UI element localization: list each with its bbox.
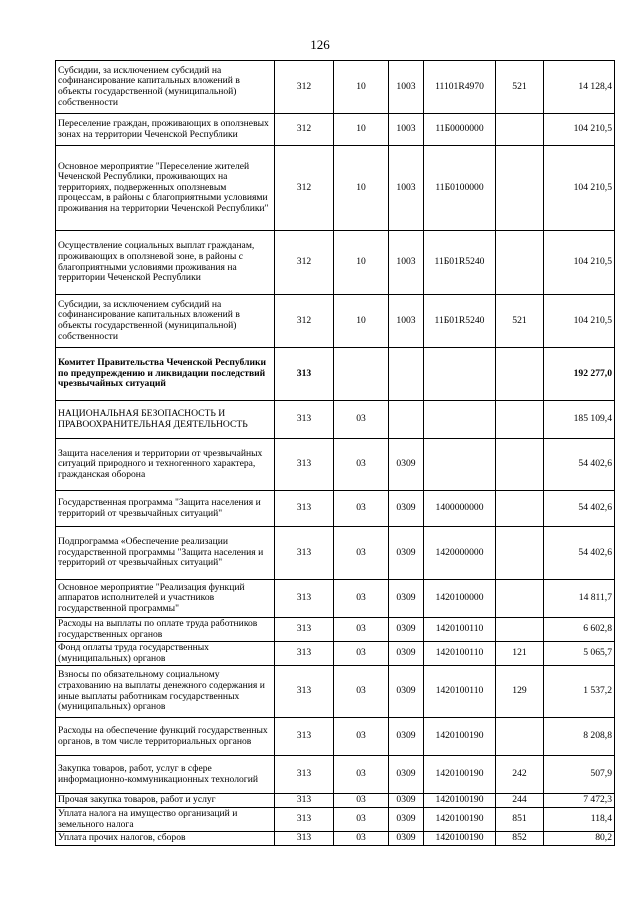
subsection-code-cell: 0309 xyxy=(389,618,424,642)
target-article-cell: 1420100110 xyxy=(424,618,496,642)
ministry-code-cell: 313 xyxy=(275,794,334,808)
amount-cell: 1 537,2 xyxy=(544,666,615,718)
ministry-code-cell: 313 xyxy=(275,401,334,439)
table-row xyxy=(56,295,615,348)
section-code-cell: 10 xyxy=(334,231,389,295)
table-row xyxy=(56,718,615,756)
section-code-cell: 03 xyxy=(334,808,389,832)
ministry-code-cell: 312 xyxy=(275,146,334,231)
section-code-cell: 03 xyxy=(334,401,389,439)
ministry-code-cell: 312 xyxy=(275,231,334,295)
amount-cell: 6 602,8 xyxy=(544,618,615,642)
target-article-cell xyxy=(424,401,496,439)
ministry-code-cell: 313 xyxy=(275,718,334,756)
row-name-cell: Субсидии, за исключением субсидий на софинансирование капитальных вложений в объекты государственной (муниципальной) собственности xyxy=(56,295,275,348)
row-name-cell: Расходы на обеспечение функций государственных органов, в том числе территориальных органов xyxy=(56,718,275,756)
section-code-cell: 03 xyxy=(334,618,389,642)
row-name-cell: Комитет Правительства Чеченской Республики по предупреждению и ликвидации последствий чрезвычайных ситуаций xyxy=(56,348,275,401)
section-code-cell: 03 xyxy=(334,580,389,618)
row-name-cell: Основное мероприятие "Реализация функций аппаратов исполнителей и участников государственной программы" xyxy=(56,580,275,618)
ministry-code-cell: 313 xyxy=(275,618,334,642)
section-code-cell: 03 xyxy=(334,491,389,527)
row-name-cell: Защита населения и территории от чрезвычайных ситуаций природного и техногенного характера, гражданская оборона xyxy=(56,439,275,491)
section-code-cell: 10 xyxy=(334,61,389,114)
row-name-cell: Уплата прочих налогов, сборов xyxy=(56,832,275,846)
table-row xyxy=(56,439,615,491)
table-row xyxy=(56,231,615,295)
expense-type-cell xyxy=(496,439,544,491)
table-row xyxy=(56,794,615,808)
ministry-code-cell: 313 xyxy=(275,348,334,401)
section-code-cell: 03 xyxy=(334,718,389,756)
target-article-cell: 11Б0000000 xyxy=(424,114,496,146)
ministry-code-cell: 313 xyxy=(275,439,334,491)
ministry-code-cell: 313 xyxy=(275,832,334,846)
table-row xyxy=(56,401,615,439)
target-article-cell: 11Б0100000 xyxy=(424,146,496,231)
row-name-cell: Переселение граждан, проживающих в оползневых зонах на территории Чеченской Республики xyxy=(56,114,275,146)
ministry-code-cell: 313 xyxy=(275,756,334,794)
expense-type-cell xyxy=(496,401,544,439)
target-article-cell: 11Б01R5240 xyxy=(424,231,496,295)
table-row xyxy=(56,666,615,718)
table-row xyxy=(56,808,615,832)
row-name-cell: Фонд оплаты труда государственных (муниципальных) органов xyxy=(56,642,275,666)
table-row xyxy=(56,642,615,666)
amount-cell: 104 210,5 xyxy=(544,146,615,231)
table-row xyxy=(56,580,615,618)
expense-type-cell: 121 xyxy=(496,642,544,666)
table-row xyxy=(56,527,615,580)
table-row xyxy=(56,348,615,401)
row-name-cell: Закупка товаров, работ, услуг в сфере информационно-коммуникационных технологий xyxy=(56,756,275,794)
target-article-cell: 1420100000 xyxy=(424,580,496,618)
expense-type-cell xyxy=(496,146,544,231)
expense-type-cell xyxy=(496,491,544,527)
section-code-cell: 03 xyxy=(334,794,389,808)
ministry-code-cell: 312 xyxy=(275,61,334,114)
table-row xyxy=(56,756,615,794)
table-row xyxy=(56,832,615,846)
table-row xyxy=(56,146,615,231)
amount-cell: 185 109,4 xyxy=(544,401,615,439)
expense-type-cell xyxy=(496,618,544,642)
target-article-cell: 1420100110 xyxy=(424,642,496,666)
expense-type-cell: 244 xyxy=(496,794,544,808)
row-name-cell: Взносы по обязательному социальному страхованию на выплаты денежного содержания и иные выплаты работникам государственных (муниципальных) органов xyxy=(56,666,275,718)
subsection-code-cell xyxy=(389,401,424,439)
target-article-cell: 11101R4970 xyxy=(424,61,496,114)
target-article-cell: 1420100190 xyxy=(424,718,496,756)
amount-cell: 104 210,5 xyxy=(544,114,615,146)
target-article-cell: 1400000000 xyxy=(424,491,496,527)
row-name-cell: Основное мероприятие "Переселение жителей Чеченской Республики, проживающих на территориях, подверженных оползневым процессам, в районы с благоприятными условиями проживания на территории Чеченской Республики" xyxy=(56,146,275,231)
row-name-cell: Осуществление социальных выплат гражданам, проживающих в оползневой зоне, в районы с благоприятными условиями проживания на территории Чеченской Республики xyxy=(56,231,275,295)
page-number: 126 xyxy=(310,37,330,52)
ministry-code-cell: 312 xyxy=(275,114,334,146)
amount-cell: 118,4 xyxy=(544,808,615,832)
row-name-cell: Субсидии, за исключением субсидий на софинансирование капитальных вложений в объекты государственной (муниципальной) собственности xyxy=(56,61,275,114)
section-code-cell: 03 xyxy=(334,642,389,666)
expense-type-cell xyxy=(496,348,544,401)
section-code-cell: 03 xyxy=(334,832,389,846)
expense-type-cell xyxy=(496,527,544,580)
amount-cell: 192 277,0 xyxy=(544,348,615,401)
subsection-code-cell: 0309 xyxy=(389,718,424,756)
ministry-code-cell: 313 xyxy=(275,642,334,666)
row-name-cell: Подпрограмма «Обеспечение реализации государственной программы "Защита населения и территорий от чрезвычайных ситуаций" xyxy=(56,527,275,580)
table-row xyxy=(56,114,615,146)
amount-cell: 104 210,5 xyxy=(544,295,615,348)
subsection-code-cell: 0309 xyxy=(389,794,424,808)
expense-type-cell: 851 xyxy=(496,808,544,832)
section-code-cell: 10 xyxy=(334,295,389,348)
expense-type-cell: 129 xyxy=(496,666,544,718)
target-article-cell xyxy=(424,348,496,401)
table-row xyxy=(56,491,615,527)
expense-type-cell xyxy=(496,718,544,756)
table-row xyxy=(56,61,615,114)
target-article-cell: 1420100190 xyxy=(424,756,496,794)
subsection-code-cell: 0309 xyxy=(389,666,424,718)
row-name-cell: Государственная программа "Защита населения и территорий от чрезвычайных ситуаций" xyxy=(56,491,275,527)
section-code-cell xyxy=(334,348,389,401)
section-code-cell: 03 xyxy=(334,666,389,718)
section-code-cell: 10 xyxy=(334,146,389,231)
subsection-code-cell: 0309 xyxy=(389,808,424,832)
subsection-code-cell: 1003 xyxy=(389,61,424,114)
budget-table xyxy=(55,60,615,846)
subsection-code-cell: 0309 xyxy=(389,491,424,527)
target-article-cell xyxy=(424,439,496,491)
expense-type-cell: 521 xyxy=(496,295,544,348)
ministry-code-cell: 313 xyxy=(275,808,334,832)
section-code-cell: 03 xyxy=(334,756,389,794)
target-article-cell: 1420100190 xyxy=(424,794,496,808)
amount-cell: 507,9 xyxy=(544,756,615,794)
section-code-cell: 03 xyxy=(334,527,389,580)
target-article-cell: 1420100190 xyxy=(424,808,496,832)
amount-cell: 54 402,6 xyxy=(544,439,615,491)
table-row xyxy=(56,618,615,642)
subsection-code-cell: 0309 xyxy=(389,756,424,794)
row-name-cell: Расходы на выплаты по оплате труда работников государственных органов xyxy=(56,618,275,642)
expense-type-cell xyxy=(496,580,544,618)
amount-cell: 104 210,5 xyxy=(544,231,615,295)
row-name-cell: Прочая закупка товаров, работ и услуг xyxy=(56,794,275,808)
subsection-code-cell: 0309 xyxy=(389,580,424,618)
subsection-code-cell xyxy=(389,348,424,401)
expense-type-cell: 242 xyxy=(496,756,544,794)
subsection-code-cell: 0309 xyxy=(389,832,424,846)
subsection-code-cell: 0309 xyxy=(389,642,424,666)
amount-cell: 7 472,3 xyxy=(544,794,615,808)
subsection-code-cell: 1003 xyxy=(389,231,424,295)
ministry-code-cell: 313 xyxy=(275,580,334,618)
ministry-code-cell: 313 xyxy=(275,527,334,580)
amount-cell: 14 811,7 xyxy=(544,580,615,618)
subsection-code-cell: 0309 xyxy=(389,439,424,491)
ministry-code-cell: 312 xyxy=(275,295,334,348)
amount-cell: 5 065,7 xyxy=(544,642,615,666)
row-name-cell: Уплата налога на имущество организаций и земельного налога xyxy=(56,808,275,832)
expense-type-cell xyxy=(496,231,544,295)
ministry-code-cell: 313 xyxy=(275,666,334,718)
amount-cell: 14 128,4 xyxy=(544,61,615,114)
subsection-code-cell: 1003 xyxy=(389,146,424,231)
amount-cell: 54 402,6 xyxy=(544,527,615,580)
expense-type-cell: 521 xyxy=(496,61,544,114)
amount-cell: 80,2 xyxy=(544,832,615,846)
expense-type-cell: 852 xyxy=(496,832,544,846)
subsection-code-cell: 1003 xyxy=(389,295,424,348)
amount-cell: 54 402,6 xyxy=(544,491,615,527)
target-article-cell: 11Б01R5240 xyxy=(424,295,496,348)
section-code-cell: 10 xyxy=(334,114,389,146)
ministry-code-cell: 313 xyxy=(275,491,334,527)
amount-cell: 8 208,8 xyxy=(544,718,615,756)
target-article-cell: 1420100110 xyxy=(424,666,496,718)
section-code-cell: 03 xyxy=(334,439,389,491)
subsection-code-cell: 1003 xyxy=(389,114,424,146)
target-article-cell: 1420100190 xyxy=(424,832,496,846)
target-article-cell: 1420000000 xyxy=(424,527,496,580)
expense-type-cell xyxy=(496,114,544,146)
row-name-cell: НАЦИОНАЛЬНАЯ БЕЗОПАСНОСТЬ И ПРАВООХРАНИТЕЛЬНАЯ ДЕЯТЕЛЬНОСТЬ xyxy=(56,401,275,439)
subsection-code-cell: 0309 xyxy=(389,527,424,580)
